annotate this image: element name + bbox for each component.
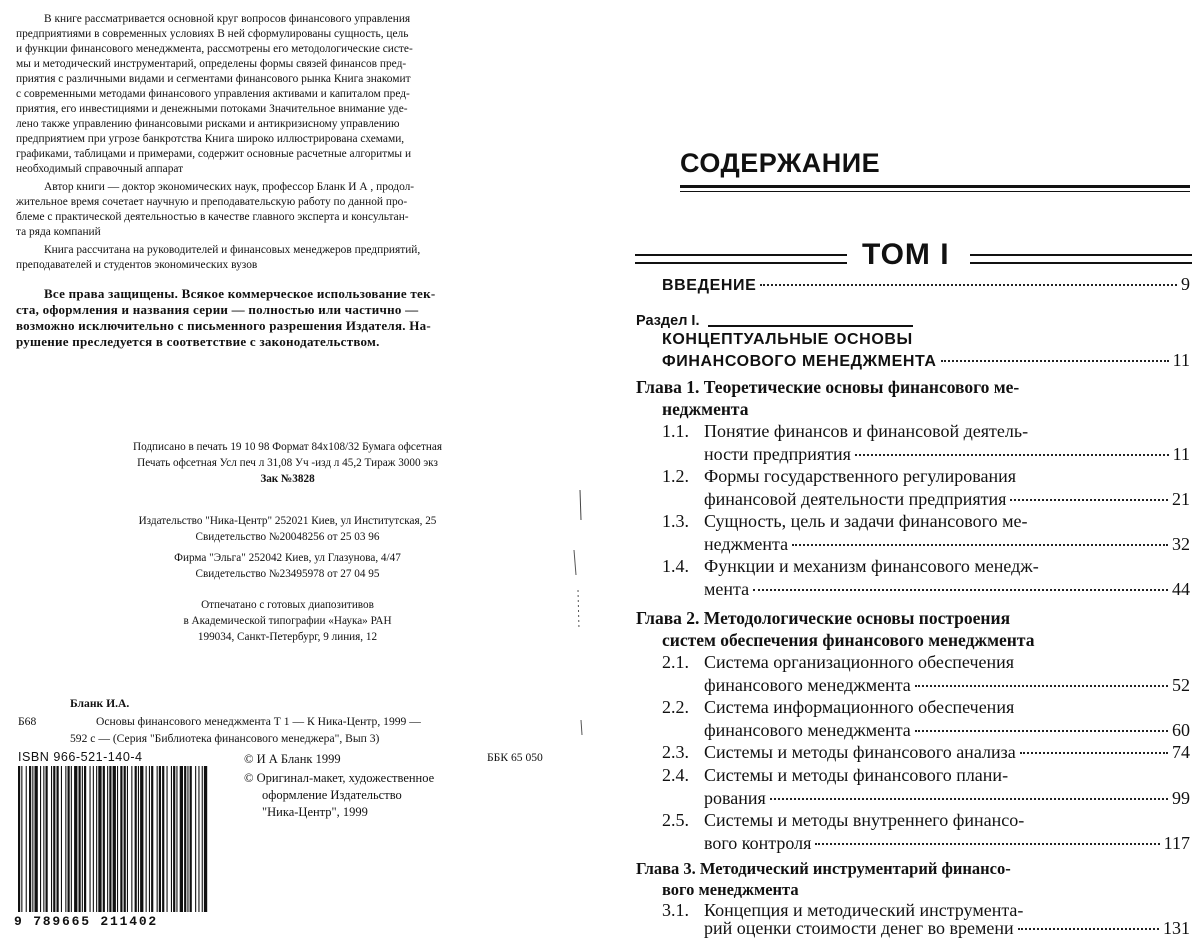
barcode-image (14, 764, 210, 914)
section-title-line: КОНЦЕПТУАЛЬНЫЕ ОСНОВЫ (662, 331, 913, 348)
leader-dots (855, 454, 1169, 456)
toc-item-number: 2.2. (662, 697, 689, 717)
leader-dots (770, 798, 1168, 800)
toc-title: СОДЕРЖАНИЕ (680, 148, 881, 178)
toc-entry-intro[interactable] (662, 274, 1190, 295)
toc-entry-section-1[interactable] (662, 350, 1190, 371)
title-rule (680, 185, 1190, 188)
toc-page-number: 11 (1172, 444, 1190, 464)
annotation-line: жительное время сочетает научную и преподавательскую работу по данной про- (16, 196, 408, 208)
catalog-line: 592 с — (Серия "Библиотека финансового менеджера", Вып 3) (70, 732, 380, 745)
leader-dots (941, 360, 1169, 362)
toc-page-number: 32 (1172, 534, 1190, 554)
toc-item-3-1[interactable] (704, 918, 1190, 939)
toc-item-number: 2.3. (662, 742, 689, 762)
annotation-line: Книга рассчитана на руководителей и финансовых менеджеров предприятий, (44, 244, 421, 256)
catalog-code: Б68 (18, 715, 37, 728)
annotation-line: приятия, его инвестициями и денежными потоками Значительное внимание уде- (16, 103, 408, 115)
chapter-title-line[interactable]: Глава 2. Методологические основы построения (636, 608, 1011, 628)
toc-item-line: финансовой деятельности предприятия (704, 489, 1007, 509)
volume-rule-right (970, 254, 1192, 264)
leader-dots (915, 685, 1168, 687)
toc-item-line[interactable]: Сущность, цель и задачи финансового ме- (704, 511, 1028, 531)
leader-dots (1018, 928, 1159, 930)
toc-item-line: вого контроля (704, 833, 812, 853)
rights-notice-line: ста, оформления и названия серии — полностью или частично — (16, 302, 419, 317)
annotation-line: приятия с различными видами и сегментами финансового рынка Книга знакомит (16, 73, 411, 85)
annotation-line: необходимый справочный аппарат (16, 163, 184, 175)
leader-dots (1020, 752, 1168, 754)
annotation-line: лено также управлению финансовыми рисками и антикризисному управлению (16, 118, 400, 130)
leader-dots (915, 730, 1168, 732)
copyright-line: © Оригинал-макет, художественное (244, 771, 435, 785)
publisher-line: Издательство "Ника-Центр" 252021 Киев, ул Институтская, 25 (138, 515, 437, 527)
toc-item-number: 1.4. (662, 556, 689, 576)
publisher-line: Свидетельство №20048256 от 25 03 96 (195, 531, 380, 543)
toc-item-line: рования (704, 788, 766, 808)
toc-page-number: 9 (1181, 274, 1190, 294)
toc-item-number: 1.3. (662, 511, 689, 531)
annotation-line: с современными методами финансового управления активами и капиталом пред- (16, 88, 410, 100)
toc-item-number: 2.4. (662, 765, 689, 785)
chapter-title-line[interactable]: Глава 1. Теоретические основы финансового ме- (636, 377, 1020, 397)
publisher-line: Свидетельство №23495978 от 27 04 95 (195, 568, 380, 580)
toc-item-number: 2.1. (662, 652, 689, 672)
toc-item-line[interactable]: Формы государственного регулирования (704, 466, 1017, 486)
toc-item-2-2[interactable] (704, 720, 1190, 741)
toc-item-line[interactable]: Концепция и методический инструмента- (704, 900, 1024, 920)
chapter-title-line: систем обеспечения финансового менеджмента (662, 630, 1035, 650)
catalog-author: Бланк И.А. (70, 697, 130, 710)
copyright-line: © И А Бланк 1999 (244, 752, 341, 766)
toc-page-number: 99 (1172, 788, 1190, 808)
toc-item-line[interactable]: Функции и механизм финансового менедж- (704, 556, 1039, 576)
annotation-line: мы и методический инструментарий, определены формы связей финансов пред- (16, 58, 407, 70)
section-rule (708, 325, 913, 327)
toc-item-1-2[interactable] (704, 489, 1190, 510)
print-info-line: Печать офсетная Усл печ л 31,08 Уч -изд л 45,2 Тираж 3000 экз (137, 457, 438, 469)
toc-page-number: 11 (1172, 350, 1190, 370)
volume-title: ТОМ I (862, 238, 950, 271)
publisher-line: Фирма "Эльга" 252042 Киев, ул Глазунова, 4/47 (174, 552, 401, 564)
chapter-title-line: неджмента (662, 399, 749, 419)
leader-dots (760, 284, 1177, 286)
toc-page-number: 52 (1172, 675, 1190, 695)
toc-entry-title: ВВЕДЕНИЕ (662, 277, 757, 294)
toc-page-number: 21 (1172, 489, 1190, 509)
toc-item-line: Системы и методы финансового анализа (704, 742, 1016, 762)
catalog-line: Основы финансового менеджмента Т 1 — К Ника-Центр, 1999 — (96, 715, 421, 728)
chapter-title-line[interactable]: Глава 3. Методический инструментарий финансо- (636, 859, 1011, 878)
annotation-line: В книге рассматривается основной круг вопросов финансового управления (44, 13, 411, 25)
order-number: Зак №3828 (260, 473, 315, 485)
leader-dots (792, 544, 1168, 546)
toc-item-2-5[interactable] (704, 833, 1190, 854)
toc-item-1-4[interactable] (704, 579, 1190, 600)
annotation-line: графиками, таблицами и примерами, содержит основные расчетные алгоритмы и (16, 148, 412, 160)
copyright-line: оформление Издательство (262, 788, 402, 802)
toc-item-line[interactable]: Системы и методы внутреннего финансо- (704, 810, 1025, 830)
annotation-line: предприятиями в современных условиях В ней сформулированы сущность, цель (16, 28, 409, 40)
section-label: Раздел I. (636, 313, 700, 329)
annotation-line: преподавателей и студентов экономических вузов (16, 259, 258, 271)
catalog-bbk: ББК 65 050 (487, 751, 543, 764)
rights-notice-line: возможно исключительно с письменного разрешения Издателя. На- (16, 318, 431, 333)
toc-item-line[interactable]: Понятие финансов и финансовой деятель- (704, 421, 1029, 441)
section-title-line: ФИНАНСОВОГО МЕНЕДЖМЕНТА (662, 353, 937, 370)
toc-item-line: ности предприятия (704, 444, 851, 464)
toc-page-number: 60 (1172, 720, 1190, 740)
annotation-line: предприятием при угрозе банкротства Книга широко иллюстрирована схемами, (16, 133, 405, 145)
toc-page-number: 74 (1172, 742, 1190, 762)
toc-item-2-4[interactable] (704, 788, 1190, 809)
toc-item-line[interactable]: Система организационного обеспечения (704, 652, 1015, 672)
title-rule (680, 191, 1190, 192)
right-page (600, 0, 1200, 937)
isbn-label: ISBN 966-521-140-4 (18, 750, 143, 764)
print-info-line: Подписано в печать 19 10 98 Формат 84х108/32 Бумага офсетная (133, 441, 442, 453)
toc-page-number: 117 (1163, 833, 1190, 853)
toc-item-number: 1.1. (662, 421, 689, 441)
toc-page-number: 131 (1163, 918, 1190, 938)
left-page (0, 0, 600, 937)
annotation-line: Автор книги — доктор экономических наук, профессор Бланк И А , продол- (44, 181, 415, 193)
toc-item-2-3[interactable] (704, 742, 1190, 763)
rights-notice-line: Все права защищены. Всякое коммерческое использование тек- (44, 286, 436, 301)
scan-artifact (560, 480, 590, 740)
annotation-line: блеме с практической деятельностью в качестве главного эксперта и консультан- (16, 211, 409, 223)
toc-page-number: 44 (1172, 579, 1190, 599)
annotation-line: и функции финансового менеджмента, рассмотрены его методологические систе- (16, 43, 413, 55)
leader-dots (1010, 499, 1168, 501)
printer-line: Отпечатано с готовых диапозитивов (201, 599, 374, 611)
printer-line: в Академической типографии «Наука» РАН (183, 615, 392, 627)
toc-item-line: неджмента (704, 534, 789, 554)
toc-item-number: 1.2. (662, 466, 689, 486)
copyright-line: "Ника-Центр", 1999 (262, 805, 368, 819)
toc-item-line: финансового менеджмента (704, 675, 911, 695)
printer-line: 199034, Санкт-Петербург, 9 линия, 12 (197, 631, 378, 643)
toc-item-line[interactable]: Системы и методы финансового плани- (704, 765, 1009, 785)
toc-item-number: 3.1. (662, 900, 689, 920)
toc-item-line: финансового менеджмента (704, 720, 911, 740)
rights-notice-line: рушение преследуется в соответствие с законодательством. (16, 334, 380, 349)
annotation-line: та ряда компаний (16, 226, 101, 238)
volume-rule-left (635, 254, 847, 264)
chapter-title-line: вого менеджмента (662, 880, 799, 899)
toc-item-1-3[interactable] (704, 534, 1190, 555)
toc-item-1-1[interactable] (704, 444, 1190, 465)
toc-item-line: мента (704, 579, 750, 599)
barcode-number: 9 789665 211402 (14, 914, 159, 929)
leader-dots (815, 843, 1159, 845)
toc-item-line[interactable]: Система информационного обеспечения (704, 697, 1015, 717)
toc-item-line: рий оценки стоимости денег во времени (704, 918, 1014, 938)
leader-dots (753, 589, 1168, 591)
toc-item-2-1[interactable] (704, 675, 1190, 696)
toc-item-number: 2.5. (662, 810, 689, 830)
